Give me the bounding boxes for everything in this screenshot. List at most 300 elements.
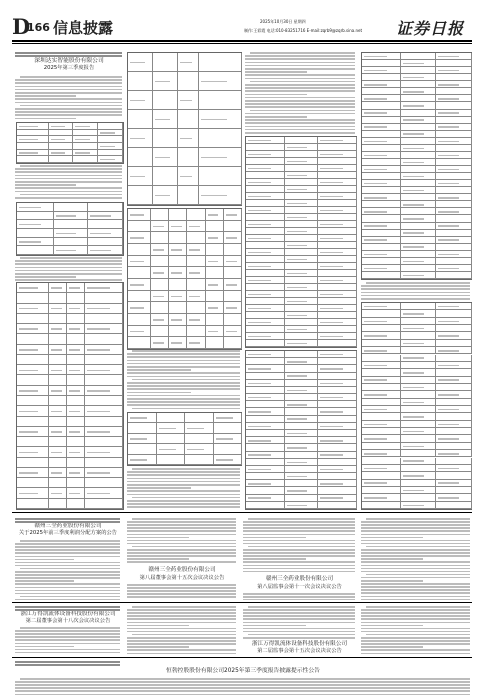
cell-text bbox=[320, 154, 343, 156]
cell-text bbox=[189, 272, 200, 274]
text-line bbox=[127, 395, 240, 397]
table-cell bbox=[318, 214, 357, 221]
text-line bbox=[15, 636, 120, 638]
table-cell bbox=[362, 384, 401, 391]
text-line bbox=[15, 52, 122, 54]
text-line bbox=[245, 103, 355, 105]
cell-text bbox=[438, 409, 460, 411]
cell-text bbox=[216, 417, 233, 419]
table-cell bbox=[67, 386, 85, 396]
table-cell bbox=[246, 466, 285, 473]
cell-text bbox=[287, 301, 307, 303]
text-line bbox=[127, 631, 236, 633]
table-cell bbox=[246, 172, 285, 179]
cell-text bbox=[208, 307, 219, 309]
cell-text bbox=[364, 225, 387, 227]
table-cell bbox=[85, 304, 123, 314]
text-line bbox=[245, 126, 355, 128]
table-cell bbox=[17, 156, 49, 163]
cell-text bbox=[248, 154, 271, 156]
table-cell bbox=[199, 148, 242, 167]
table-cell bbox=[49, 283, 67, 293]
cell-text bbox=[320, 280, 343, 282]
cell-text bbox=[438, 225, 460, 227]
text-line bbox=[127, 474, 240, 476]
cell-text bbox=[364, 70, 387, 72]
table-cell bbox=[436, 332, 472, 339]
text-line bbox=[243, 552, 355, 554]
cell-text bbox=[180, 138, 192, 140]
table-cell bbox=[17, 143, 49, 150]
table-cell bbox=[17, 130, 49, 137]
cell-text bbox=[403, 190, 424, 192]
table-cell bbox=[318, 242, 357, 249]
table-cell bbox=[285, 172, 318, 179]
cell-text bbox=[320, 182, 343, 184]
cell-text bbox=[320, 266, 343, 268]
table-cell bbox=[85, 386, 123, 396]
table-cell bbox=[49, 314, 67, 324]
cell-text bbox=[438, 365, 460, 367]
table-cell bbox=[246, 298, 285, 305]
text-line bbox=[15, 521, 120, 523]
text-line bbox=[245, 94, 307, 96]
table-cell bbox=[151, 209, 169, 221]
cell-text bbox=[403, 446, 424, 448]
table-cell bbox=[401, 384, 436, 391]
table-cell bbox=[436, 362, 472, 369]
text-line bbox=[15, 89, 122, 91]
table-cell bbox=[224, 279, 242, 291]
cell-text bbox=[201, 119, 227, 121]
table-cell bbox=[214, 444, 243, 454]
cell-text bbox=[320, 383, 343, 385]
text-line bbox=[361, 527, 470, 529]
text-line bbox=[243, 521, 355, 523]
table-cell bbox=[246, 487, 285, 494]
text-line bbox=[15, 580, 74, 582]
cell-text bbox=[364, 350, 387, 352]
table-cell bbox=[362, 428, 401, 435]
table-cell bbox=[436, 131, 472, 138]
text-line bbox=[245, 78, 355, 80]
cell-text bbox=[287, 462, 307, 464]
cell-text bbox=[403, 431, 424, 433]
cell-text bbox=[438, 211, 460, 213]
table-cell bbox=[187, 302, 205, 314]
table-cell bbox=[17, 386, 49, 396]
table-cell bbox=[185, 444, 214, 454]
company-name-wandekai-2: 浙江万得凯流体设备科技股份有限公司 bbox=[251, 641, 348, 647]
table-cell bbox=[206, 232, 224, 244]
cell-text bbox=[248, 336, 271, 338]
cell-text bbox=[438, 56, 460, 58]
text-line bbox=[243, 530, 355, 532]
table-cell bbox=[88, 212, 123, 221]
text-line bbox=[132, 350, 240, 352]
table-cell bbox=[285, 326, 318, 333]
table-cell bbox=[401, 117, 436, 124]
text-line bbox=[361, 596, 470, 598]
cell-text bbox=[87, 472, 110, 474]
text-line bbox=[243, 622, 355, 624]
table-cell bbox=[436, 399, 472, 406]
table-cell bbox=[436, 251, 472, 258]
cell-text bbox=[438, 84, 460, 86]
table-cell bbox=[362, 138, 401, 145]
cell-text bbox=[403, 475, 424, 477]
table-cell bbox=[128, 244, 151, 256]
cell-text bbox=[438, 468, 460, 470]
cell-text bbox=[19, 224, 41, 226]
cell-text bbox=[189, 342, 200, 344]
cell-text bbox=[87, 411, 110, 413]
cell-text bbox=[438, 306, 460, 308]
table-cell bbox=[17, 314, 49, 324]
table-cell bbox=[85, 437, 123, 447]
text-line bbox=[245, 58, 355, 60]
table-cell bbox=[128, 326, 151, 338]
table-cell bbox=[362, 310, 401, 317]
cell-text bbox=[226, 331, 237, 333]
table-cell bbox=[169, 326, 187, 338]
text-line bbox=[127, 593, 236, 595]
text-line bbox=[15, 543, 120, 545]
table-cell bbox=[49, 478, 67, 488]
table-cell bbox=[17, 203, 54, 212]
text-line bbox=[245, 65, 355, 67]
table-cell bbox=[214, 423, 243, 433]
text-line bbox=[127, 561, 236, 563]
text-line bbox=[15, 95, 76, 97]
text-line bbox=[15, 102, 122, 104]
table-cell bbox=[98, 150, 123, 157]
table-cell bbox=[85, 406, 123, 416]
table-cell bbox=[85, 468, 123, 478]
text-line bbox=[361, 537, 423, 539]
text-line bbox=[243, 527, 355, 529]
cell-text bbox=[248, 354, 271, 356]
table-cell bbox=[318, 487, 357, 494]
table-cell bbox=[49, 156, 73, 163]
cell-text bbox=[287, 404, 307, 406]
table-cell bbox=[436, 258, 472, 265]
table-cell bbox=[401, 494, 436, 501]
cell-text bbox=[69, 431, 80, 433]
text-line bbox=[15, 587, 120, 589]
table-cell bbox=[318, 333, 357, 340]
text-line bbox=[127, 549, 236, 551]
cell-text bbox=[51, 126, 66, 128]
table-cell bbox=[285, 423, 318, 430]
table-cell bbox=[436, 443, 472, 450]
text-line bbox=[127, 584, 236, 586]
text-line bbox=[127, 398, 240, 400]
text-line bbox=[127, 481, 240, 483]
table-cell bbox=[318, 340, 357, 347]
table-cell bbox=[153, 53, 178, 72]
table-cell bbox=[151, 232, 169, 244]
table-cell bbox=[436, 117, 472, 124]
text-line bbox=[15, 279, 122, 281]
table-cell bbox=[128, 72, 153, 91]
cell-text bbox=[180, 100, 192, 102]
table-cell bbox=[85, 488, 123, 498]
table-cell bbox=[362, 215, 401, 222]
cell-text bbox=[403, 246, 424, 248]
table-cell bbox=[401, 201, 436, 208]
table-cell bbox=[67, 334, 85, 344]
table-cell bbox=[285, 387, 318, 394]
text-line bbox=[127, 552, 236, 554]
table-cell bbox=[285, 305, 318, 312]
text-line bbox=[15, 633, 120, 635]
table-cell bbox=[318, 365, 357, 372]
text-line bbox=[361, 568, 470, 570]
table-cell bbox=[246, 401, 285, 408]
table-cell bbox=[199, 167, 242, 186]
text-line bbox=[15, 98, 122, 100]
text-line bbox=[361, 288, 470, 290]
text-line bbox=[243, 561, 355, 563]
text-line bbox=[361, 612, 470, 614]
text-line bbox=[361, 599, 470, 600]
cell-text bbox=[19, 328, 38, 330]
text-line bbox=[15, 664, 120, 666]
shareholding-table bbox=[127, 208, 242, 350]
table-cell bbox=[49, 345, 67, 355]
table-cell bbox=[318, 298, 357, 305]
shareholders-table bbox=[16, 282, 124, 510]
table-cell bbox=[151, 279, 169, 291]
cell-text bbox=[153, 272, 164, 274]
cell-text bbox=[320, 368, 343, 370]
text-line bbox=[243, 524, 355, 526]
table-cell bbox=[401, 272, 436, 279]
text-line bbox=[361, 615, 470, 617]
table-cell bbox=[318, 137, 357, 144]
cell-text bbox=[320, 483, 343, 485]
text-line bbox=[361, 561, 470, 563]
text-line bbox=[127, 590, 236, 592]
cell-text bbox=[216, 438, 233, 440]
table-cell bbox=[88, 203, 123, 212]
table-cell bbox=[206, 314, 224, 326]
cell-text bbox=[403, 416, 424, 418]
table-cell bbox=[401, 159, 436, 166]
table-cell bbox=[318, 380, 357, 387]
table-cell bbox=[54, 246, 88, 255]
table-cell bbox=[401, 187, 436, 194]
table-cell bbox=[67, 293, 85, 303]
table-cell bbox=[85, 417, 123, 427]
table-cell bbox=[85, 396, 123, 406]
cell-text bbox=[320, 294, 343, 296]
table-cell bbox=[169, 314, 187, 326]
cell-text bbox=[201, 195, 227, 197]
table-cell bbox=[206, 221, 224, 233]
text-line bbox=[127, 640, 236, 642]
table-cell bbox=[49, 417, 67, 427]
text-line bbox=[15, 184, 76, 186]
table-cell bbox=[157, 413, 186, 423]
table-cell bbox=[49, 396, 67, 406]
text-line bbox=[361, 292, 470, 294]
cell-text bbox=[56, 215, 76, 217]
text-line bbox=[15, 630, 120, 632]
table-cell bbox=[318, 270, 357, 277]
cell-text bbox=[248, 397, 271, 399]
table-cell bbox=[362, 208, 401, 215]
table-cell bbox=[206, 302, 224, 314]
cell-text bbox=[159, 428, 176, 430]
cell-text bbox=[19, 370, 38, 372]
cell-text bbox=[155, 119, 170, 121]
text-line bbox=[127, 500, 240, 502]
text-line bbox=[361, 646, 423, 648]
table-cell bbox=[49, 334, 67, 344]
cell-text bbox=[51, 493, 62, 495]
table-cell bbox=[49, 324, 67, 334]
text-line bbox=[15, 571, 120, 573]
cell-text bbox=[320, 426, 343, 428]
table-cell bbox=[285, 179, 318, 186]
table-cell bbox=[362, 237, 401, 244]
cell-text bbox=[187, 428, 204, 430]
table-cell bbox=[85, 334, 123, 344]
table-cell bbox=[318, 495, 357, 502]
cell-text bbox=[208, 214, 219, 216]
text-line bbox=[132, 408, 240, 410]
text-line bbox=[127, 490, 240, 492]
text-line bbox=[132, 606, 236, 608]
table-cell bbox=[246, 394, 285, 401]
text-line bbox=[15, 168, 122, 170]
cell-text bbox=[171, 296, 182, 298]
table-cell bbox=[401, 472, 436, 479]
table-cell bbox=[401, 502, 436, 509]
cell-text bbox=[287, 203, 307, 205]
report-title-q3: 2025年第三季度报告 bbox=[43, 65, 95, 71]
table-cell bbox=[246, 207, 285, 214]
newspaper-logo: 证券日报 bbox=[396, 19, 465, 38]
text-line bbox=[245, 84, 355, 86]
text-line bbox=[361, 549, 470, 551]
text-line bbox=[127, 612, 236, 614]
cell-text bbox=[19, 126, 38, 128]
text-line bbox=[361, 618, 470, 620]
quarter-data-table bbox=[127, 412, 242, 466]
table-cell bbox=[362, 88, 401, 95]
table-cell bbox=[169, 337, 187, 349]
text-line bbox=[361, 295, 470, 297]
table-cell bbox=[67, 437, 85, 447]
table-cell bbox=[157, 444, 186, 454]
text-line bbox=[245, 62, 355, 64]
table-cell bbox=[178, 129, 199, 148]
cell-text bbox=[248, 483, 271, 485]
table-cell bbox=[362, 131, 401, 138]
cell-text bbox=[438, 112, 460, 114]
text-line bbox=[361, 640, 470, 642]
cell-text bbox=[403, 232, 424, 234]
table-cell bbox=[17, 324, 49, 334]
table-cell bbox=[185, 455, 214, 465]
cell-text bbox=[208, 261, 219, 263]
table-cell bbox=[318, 172, 357, 179]
table-cell bbox=[169, 291, 187, 303]
text-line bbox=[127, 382, 240, 384]
table-cell bbox=[318, 408, 357, 415]
table-cell bbox=[128, 291, 151, 303]
text-line bbox=[15, 276, 76, 278]
table-cell bbox=[85, 478, 123, 488]
text-line bbox=[127, 471, 240, 473]
text-line bbox=[243, 549, 355, 551]
text-line bbox=[245, 55, 355, 57]
cell-text bbox=[248, 383, 271, 385]
cell-text bbox=[403, 387, 424, 389]
text-line bbox=[245, 90, 355, 92]
cell-text bbox=[438, 239, 460, 241]
table-cell bbox=[285, 256, 318, 263]
text-line bbox=[127, 363, 240, 365]
text-line bbox=[361, 586, 470, 588]
table-cell bbox=[246, 193, 285, 200]
table-cell bbox=[169, 221, 187, 233]
cell-text bbox=[248, 182, 271, 184]
table-cell bbox=[128, 444, 157, 454]
table-cell bbox=[246, 235, 285, 242]
table-cell bbox=[401, 406, 436, 413]
cell-text bbox=[438, 394, 460, 396]
table-cell bbox=[128, 434, 157, 444]
cell-text bbox=[69, 308, 80, 310]
text-line bbox=[127, 376, 240, 378]
text-line bbox=[15, 556, 120, 558]
table-cell bbox=[285, 158, 318, 165]
table-cell bbox=[401, 215, 436, 222]
table-cell bbox=[362, 117, 401, 124]
cell-text bbox=[248, 196, 271, 198]
cell-text bbox=[87, 328, 110, 330]
table-cell bbox=[169, 209, 187, 221]
text-line bbox=[15, 111, 122, 113]
cell-text bbox=[287, 447, 307, 449]
table-cell bbox=[285, 144, 318, 151]
cell-text bbox=[248, 266, 271, 268]
cell-text bbox=[130, 138, 145, 140]
table-cell bbox=[67, 283, 85, 293]
table-cell bbox=[187, 221, 205, 233]
table-cell bbox=[49, 437, 67, 447]
text-line bbox=[15, 646, 74, 648]
table-cell bbox=[246, 291, 285, 298]
table-cell bbox=[362, 180, 401, 187]
cell-text bbox=[320, 168, 343, 170]
table-cell bbox=[246, 452, 285, 459]
table-cell bbox=[246, 151, 285, 158]
cell-text bbox=[87, 431, 110, 433]
text-line bbox=[366, 546, 470, 548]
table-cell bbox=[401, 124, 436, 131]
table-cell bbox=[206, 337, 224, 349]
hengbo-notice-title: 恒勃控股股份有限公司2025年第三季度报告披露提示性公告 bbox=[166, 668, 320, 674]
text-line bbox=[250, 110, 355, 112]
cell-text bbox=[403, 275, 424, 277]
table-cell bbox=[153, 167, 178, 186]
cell-text bbox=[320, 440, 343, 442]
